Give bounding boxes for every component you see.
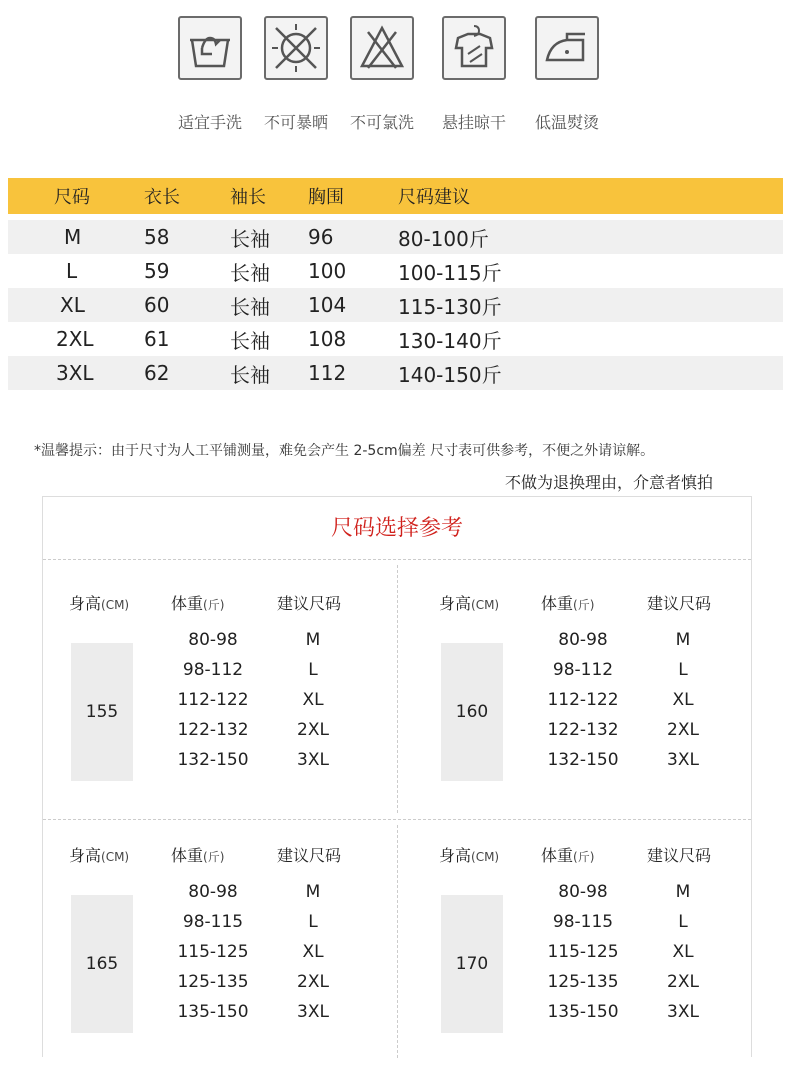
low-iron-icon (535, 16, 599, 80)
list-item: XL (302, 942, 324, 962)
size-list (283, 877, 343, 1027)
height-value: 155 (71, 643, 133, 781)
size-list (283, 625, 343, 775)
cell-length: 59 (144, 259, 170, 283)
measurement-note: *温馨提示：由于尺寸为人工平铺测量，难免会产生 2-5cm偏差 尺寸表可供参考，不便之外请谅解。 (34, 443, 655, 459)
table-row (8, 220, 783, 254)
return-note: 不做为退换理由，介意者慎拍 (505, 473, 714, 492)
list-item: 2XL (667, 720, 699, 740)
cell-size: L (66, 259, 78, 283)
cell-length: 58 (144, 225, 170, 249)
reference-block-155 (43, 591, 383, 831)
care-label: 不可暴晒 (263, 113, 328, 132)
list-item: 122-132 (547, 720, 619, 740)
hang-dry-icon (442, 16, 506, 80)
cell-length: 60 (144, 293, 170, 317)
col-weight-label: 体重(斤) (541, 594, 595, 613)
list-item: M (305, 882, 321, 902)
size-list (653, 877, 713, 1027)
list-item: 115-125 (547, 942, 619, 962)
weight-list (173, 625, 253, 775)
list-item: 98-115 (182, 912, 244, 932)
cell-size: 2XL (56, 327, 94, 351)
header-size: 尺码 (54, 187, 90, 208)
hand-wash-icon (178, 16, 242, 80)
table-row (8, 254, 783, 288)
cell-chest: 96 (308, 225, 334, 249)
list-item: 80-98 (558, 882, 608, 902)
list-item: 122-132 (177, 720, 249, 740)
col-weight-label: 体重(斤) (171, 846, 225, 865)
care-label: 悬挂晾干 (441, 113, 506, 132)
size-reference-panel (42, 496, 752, 1057)
reference-block-170 (413, 843, 753, 1083)
care-label: 不可氯洗 (349, 113, 414, 132)
cell-recommend: 140-150斤 (398, 362, 502, 387)
col-weight-label: 体重(斤) (541, 846, 595, 865)
list-item: 98-112 (552, 660, 614, 680)
list-item: 3XL (297, 1002, 329, 1022)
list-item: M (675, 630, 691, 650)
list-item: 3XL (667, 750, 699, 770)
care-item-no-bleach (342, 16, 422, 133)
care-item-hang-dry (434, 16, 514, 133)
list-item: 132-150 (177, 750, 249, 770)
weight-list (173, 877, 253, 1027)
divider (43, 559, 751, 560)
care-item-hand-wash (170, 16, 250, 133)
list-item: L (308, 912, 318, 932)
table-row (8, 322, 783, 356)
col-size-label: 建议尺码 (277, 846, 342, 865)
col-height-label: 身高(CM) (439, 594, 500, 613)
cell-recommend: 115-130斤 (398, 294, 502, 319)
cell-recommend: 130-140斤 (398, 328, 502, 353)
list-item: M (305, 630, 321, 650)
list-item: L (678, 912, 688, 932)
list-item: 80-98 (188, 882, 238, 902)
list-item: 98-112 (182, 660, 244, 680)
cell-chest: 112 (308, 361, 347, 385)
list-item: 132-150 (547, 750, 619, 770)
list-item: 112-122 (547, 690, 619, 710)
reference-block-160 (413, 591, 753, 831)
care-instructions (170, 16, 610, 136)
list-item: 80-98 (188, 630, 238, 650)
cell-sleeve: 长袖 (230, 362, 270, 387)
list-item: 3XL (297, 750, 329, 770)
list-item: L (678, 660, 688, 680)
header-chest: 胸围 (308, 187, 344, 208)
cell-size: XL (60, 293, 85, 317)
cell-chest: 100 (308, 259, 347, 283)
no-tumble-dry-icon (264, 16, 328, 80)
col-weight-label: 体重(斤) (171, 594, 225, 613)
weight-list (543, 625, 623, 775)
cell-chest: 104 (308, 293, 347, 317)
size-list (653, 625, 713, 775)
col-size-label: 建议尺码 (277, 594, 342, 613)
list-item: L (308, 660, 318, 680)
cell-recommend: 100-115斤 (398, 260, 502, 285)
care-label: 低温熨烫 (534, 113, 599, 132)
table-row (8, 356, 783, 390)
no-bleach-icon (350, 16, 414, 80)
list-item: 80-98 (558, 630, 608, 650)
list-item: 2XL (297, 720, 329, 740)
size-table-header (8, 178, 783, 214)
cell-recommend: 80-100斤 (398, 226, 489, 251)
care-item-low-iron (527, 16, 607, 133)
cell-length: 62 (144, 361, 170, 385)
col-height-label: 身高(CM) (69, 594, 130, 613)
list-item: 135-150 (177, 1002, 249, 1022)
col-height-label: 身高(CM) (69, 846, 130, 865)
header-sleeve: 袖长 (230, 187, 266, 208)
col-height-label: 身高(CM) (439, 846, 500, 865)
list-item: 98-115 (552, 912, 614, 932)
care-item-no-sun (256, 16, 336, 133)
divider (397, 825, 398, 1058)
list-item: 125-135 (547, 972, 619, 992)
cell-sleeve: 长袖 (230, 294, 270, 319)
list-item: M (675, 882, 691, 902)
list-item: 125-135 (177, 972, 249, 992)
height-value: 170 (441, 895, 503, 1033)
reference-title: 尺码选择参考 (330, 516, 463, 541)
height-value: 160 (441, 643, 503, 781)
list-item: 112-122 (177, 690, 249, 710)
cell-size: M (64, 225, 82, 249)
list-item: XL (672, 942, 694, 962)
height-value: 165 (71, 895, 133, 1033)
divider (397, 565, 398, 813)
care-label: 适宜手洗 (177, 113, 242, 132)
cell-length: 61 (144, 327, 170, 351)
header-recommend: 尺码建议 (398, 187, 470, 208)
list-item: 3XL (667, 1002, 699, 1022)
cell-size: 3XL (56, 361, 94, 385)
table-row (8, 288, 783, 322)
cell-sleeve: 长袖 (230, 226, 270, 251)
cell-sleeve: 长袖 (230, 328, 270, 353)
list-item: 115-125 (177, 942, 249, 962)
col-size-label: 建议尺码 (647, 846, 712, 865)
reference-block-165 (43, 843, 383, 1083)
list-item: XL (672, 690, 694, 710)
list-item: 2XL (667, 972, 699, 992)
weight-list (543, 877, 623, 1027)
col-size-label: 建议尺码 (647, 594, 712, 613)
list-item: 135-150 (547, 1002, 619, 1022)
list-item: XL (302, 690, 324, 710)
cell-sleeve: 长袖 (230, 260, 270, 285)
list-item: 2XL (297, 972, 329, 992)
cell-chest: 108 (308, 327, 347, 351)
size-table (8, 178, 783, 390)
header-length: 衣长 (144, 187, 180, 208)
